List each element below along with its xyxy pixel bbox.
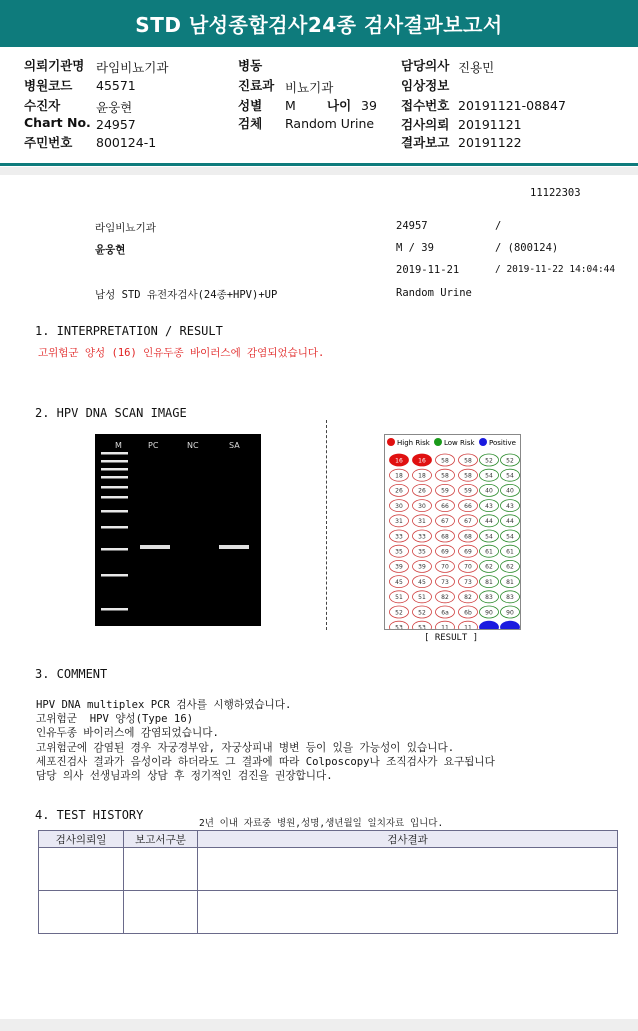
summary-chart-no: 24957 [396, 220, 428, 232]
column-header: 검사결과 [198, 831, 618, 848]
genotype-label: 82 [441, 594, 449, 602]
gel-electrophoresis-image [95, 434, 261, 626]
genotype-label: 39 [395, 563, 403, 571]
footer-shade [0, 1019, 638, 1031]
positive-legend-dot [479, 438, 487, 446]
genotype-label: 61 [506, 548, 514, 556]
header-value: M [285, 98, 296, 113]
section4-heading: 4. TEST HISTORY [35, 808, 144, 822]
image-divider [326, 420, 327, 630]
low-risk-legend-label: Low Risk [444, 439, 475, 447]
interpretation-result: 고위험군 양성 (16) 인유두종 바이러스에 감염되었습니다. [38, 347, 325, 359]
high-risk-legend-label: High Risk [397, 439, 430, 447]
summary-slash: / [495, 220, 502, 232]
header-field: 수진자 [24, 98, 61, 113]
genotype-label: 40 [485, 487, 493, 495]
gel-lane-label: PC [148, 441, 159, 450]
genotype-label: 16 [418, 457, 426, 465]
header-shade [0, 167, 638, 175]
header-value: 45571 [96, 78, 136, 93]
hpv-grid-svg [385, 435, 520, 629]
header-divider [0, 163, 638, 166]
header-field: 성별 [238, 98, 263, 113]
genotype-label: 66 [441, 502, 449, 510]
genotype-label: 52 [485, 457, 493, 465]
genotype-label: 39 [418, 563, 426, 571]
genotype-label: 45 [418, 578, 426, 586]
test-history-table [38, 830, 618, 934]
table-row [39, 848, 618, 891]
genotype-label: 53 [418, 624, 426, 629]
report-code: 11122303 [530, 187, 581, 199]
header-value: 비뇨기과 [285, 80, 334, 95]
summary-clinic: 라임비뇨기과 [95, 222, 156, 234]
positive-control-cell [480, 621, 499, 629]
genotype-label: 83 [506, 594, 514, 602]
genotype-label: 51 [418, 594, 426, 602]
genotype-label: 26 [418, 487, 426, 495]
genotype-label: 54 [485, 472, 493, 480]
header-field: 진료과 [238, 78, 275, 93]
genotype-label: 54 [506, 472, 514, 480]
result-caption: [ RESULT ] [424, 633, 479, 643]
genotype-label: 6a [441, 609, 449, 617]
header-field: 의뢰기관명 [24, 58, 85, 73]
comment-line: 담당 의사 선생님과의 상담 후 정기적인 검진을 권장합니다. [36, 770, 333, 783]
table-header-row [39, 831, 618, 848]
genotype-label: 43 [506, 502, 514, 510]
header-field: 검체 [238, 116, 263, 131]
genotype-label: 68 [441, 533, 449, 541]
genotype-label: 35 [395, 548, 403, 556]
genotype-label: 16 [395, 457, 403, 465]
genotype-label: 18 [395, 472, 403, 480]
genotype-label: 31 [395, 518, 403, 526]
genotype-label: 67 [441, 518, 449, 526]
genotype-label: 73 [464, 578, 472, 586]
header-field: 담당의사 [401, 58, 450, 73]
gel-lane-label: SA [229, 441, 240, 450]
genotype-label: 52 [395, 609, 403, 617]
genotype-label: 82 [464, 594, 472, 602]
genotype-label: 11 [441, 624, 449, 629]
comment-block [36, 698, 495, 783]
summary-report-datetime: / 2019-11-22 14:04:44 [495, 264, 616, 275]
genotype-label: 90 [485, 609, 493, 617]
genotype-label: 81 [506, 578, 514, 586]
header-value: 라임비뇨기과 [96, 60, 169, 75]
section1-heading: 1. INTERPRETATION / RESULT [35, 324, 223, 338]
genotype-label: 53 [395, 624, 403, 629]
genotype-label: 68 [464, 533, 472, 541]
header-value: 진용민 [458, 60, 495, 75]
genotype-label: 58 [464, 457, 472, 465]
history-note: 2년 이내 자료중 병원,성명,생년월일 일치자료 입니다. [199, 818, 444, 829]
gel-lane-label: M [115, 441, 122, 450]
comment-line: 인유두종 바이러스에 감염되었습니다. [36, 727, 219, 740]
genotype-label: 26 [395, 487, 403, 495]
section3-heading: 3. COMMENT [35, 667, 108, 681]
column-header: 검사의뢰일 [39, 831, 124, 848]
genotype-label: 31 [418, 518, 426, 526]
genotype-label: 40 [506, 487, 514, 495]
table-row [39, 891, 618, 934]
header-field: 결과보고 [401, 135, 450, 150]
genotype-label: 58 [441, 457, 449, 465]
low-risk-legend-dot [434, 438, 442, 446]
header-value: Random Urine [285, 116, 375, 131]
positive-legend-label: Positive [489, 439, 516, 447]
genotype-label: 52 [506, 457, 514, 465]
genotype-label: 83 [485, 594, 493, 602]
positive-control-cell [501, 621, 520, 629]
report-title: STD 남성종합검사24종 검사결과보고서 [0, 0, 638, 47]
genotype-label: 59 [464, 487, 472, 495]
genotype-label: 70 [464, 563, 472, 571]
header-value: 39 [361, 98, 377, 113]
genotype-label: 58 [464, 472, 472, 480]
genotype-label: 33 [418, 533, 426, 541]
genotype-label: 81 [485, 578, 493, 586]
genotype-label: 90 [506, 609, 514, 617]
header-field: 병동 [238, 58, 263, 73]
column-header: 보고서구분 [124, 831, 198, 848]
header-value: 800124-1 [96, 135, 157, 150]
header-field: 접수번호 [401, 98, 450, 113]
gel-lane-label: NC [187, 441, 199, 450]
header-value: 20191122 [458, 135, 522, 150]
summary-test-name: 남성 STD 유전자검사(24종+HPV)+UP [95, 289, 278, 301]
genotype-label: 30 [418, 502, 426, 510]
gel-svg [95, 434, 261, 626]
summary-request-date: 2019-11-21 [396, 264, 460, 276]
comment-line: HPV DNA multiplex PCR 검사를 시행하였습니다. [36, 699, 292, 711]
header-field: 주민번호 [24, 135, 73, 150]
hpv-result-grid [384, 434, 521, 630]
genotype-label: 73 [441, 578, 449, 586]
genotype-label: 67 [464, 518, 472, 526]
summary-sex-age: M / 39 [396, 242, 434, 254]
comment-line: 고위험군에 감염된 경우 자궁경부암, 자궁상피내 병변 등이 있을 가능성이 있습니다. [36, 741, 455, 754]
genotype-label: 58 [441, 472, 449, 480]
header-field: 임상정보 [401, 78, 450, 93]
genotype-label: 51 [395, 594, 403, 602]
genotype-label: 35 [418, 548, 426, 556]
header-value: 20191121 [458, 117, 522, 132]
header-value: 24957 [96, 117, 136, 132]
genotype-label: 61 [485, 548, 493, 556]
genotype-label: 11 [464, 624, 472, 629]
header-field: 나이 [327, 98, 352, 113]
genotype-label: 54 [506, 533, 514, 541]
summary-specimen: Random Urine [396, 287, 472, 299]
header-value: 20191121-08847 [458, 98, 566, 113]
genotype-label: 59 [441, 487, 449, 495]
header-field: 검사의뢰 [401, 117, 450, 132]
genotype-label: 62 [506, 563, 514, 571]
sa-band [219, 545, 249, 549]
genotype-label: 30 [395, 502, 403, 510]
summary-patient: 윤웅현 [95, 244, 126, 256]
genotype-label: 52 [418, 609, 426, 617]
genotype-label: 33 [395, 533, 403, 541]
genotype-label: 69 [464, 548, 472, 556]
header-value: 윤웅현 [96, 100, 133, 115]
genotype-label: 44 [506, 518, 514, 526]
genotype-label: 66 [464, 502, 472, 510]
genotype-label: 54 [485, 533, 493, 541]
header-field: Chart No. [24, 115, 91, 130]
genotype-label: 43 [485, 502, 493, 510]
genotype-label: 45 [395, 578, 403, 586]
genotype-label: 6b [464, 609, 472, 617]
summary-birth: / (800124) [495, 242, 559, 254]
genotype-label: 62 [485, 563, 493, 571]
section2-heading: 2. HPV DNA SCAN IMAGE [35, 406, 187, 420]
genotype-label: 70 [441, 563, 449, 571]
genotype-label: 69 [441, 548, 449, 556]
high-risk-legend-dot [387, 438, 395, 446]
grid-cells [390, 454, 520, 629]
comment-line: 고위험군 HPV 양성(Type 16) [36, 713, 194, 726]
marker-ladder [101, 452, 128, 611]
pc-band [140, 545, 170, 549]
comment-line: 세포진검사 결과가 음성이라 하더라도 그 결과에 따라 Colposcopy나 조직검사가 요구됩니다 [36, 755, 495, 768]
genotype-label: 18 [418, 472, 426, 480]
genotype-label: 44 [485, 518, 493, 526]
header-field: 병원코드 [24, 78, 73, 93]
